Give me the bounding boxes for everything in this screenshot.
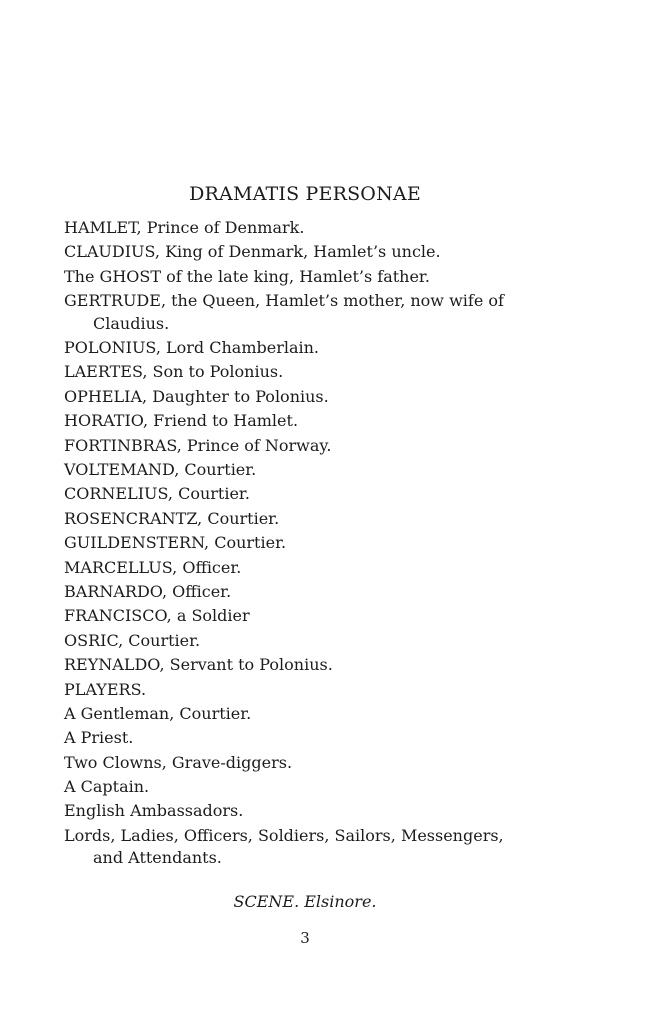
character-entry: ROSENCRANTZ, Courtier. bbox=[64, 508, 280, 528]
character-entry: PLAYERS. bbox=[64, 679, 147, 699]
character-entry: FORTINBRAS, Prince of Norway. bbox=[64, 435, 332, 455]
character-entry: POLONIUS, Lord Chamberlain. bbox=[64, 338, 320, 358]
character-entry: The GHOST of the late king, Hamlet’s father. bbox=[64, 266, 430, 286]
character-entry: OPHELIA, Daughter to Polonius. bbox=[64, 386, 329, 406]
character-entry: GERTRUDE, the Queen, Hamlet’s mother, now wife of Claudius. bbox=[64, 291, 504, 333]
character-entry: Two Clowns, Grave-diggers. bbox=[64, 752, 293, 772]
character-entry: FRANCISCO, a Soldier bbox=[64, 606, 250, 626]
character-entry: CORNELIUS, Courtier. bbox=[64, 484, 250, 504]
character-entry: A Captain. bbox=[64, 777, 150, 797]
scene-setting: SCENE. Elsinore. bbox=[233, 892, 377, 911]
character-entry: MARCELLUS, Officer. bbox=[64, 557, 242, 577]
character-entry: VOLTEMAND, Courtier. bbox=[64, 460, 257, 480]
character-entry: CLAUDIUS, King of Denmark, Hamlet’s uncle. bbox=[64, 242, 441, 262]
character-entry: GUILDENSTERN, Courtier. bbox=[64, 533, 287, 553]
character-entry: A Gentleman, Courtier. bbox=[64, 703, 252, 723]
character-entry: LAERTES, Son to Polonius. bbox=[64, 362, 284, 382]
character-entry: REYNALDO, Servant to Polonius. bbox=[64, 655, 333, 675]
character-entry: HAMLET, Prince of Denmark. bbox=[64, 218, 305, 237]
character-list bbox=[64, 217, 504, 872]
character-entry: OSRIC, Courtier. bbox=[64, 630, 201, 650]
page-number: 3 bbox=[300, 929, 310, 947]
character-entry: BARNARDO, Officer. bbox=[64, 581, 232, 601]
character-entry: A Priest. bbox=[64, 728, 134, 748]
character-entry: English Ambassadors. bbox=[64, 801, 244, 821]
character-entry: Lords, Ladies, Officers, Soldiers, Sailors, Messengers, and Attendants. bbox=[64, 825, 504, 868]
page-title: DRAMATIS PERSONAE bbox=[189, 183, 421, 205]
character-entry: HORATIO, Friend to Hamlet. bbox=[64, 411, 299, 431]
